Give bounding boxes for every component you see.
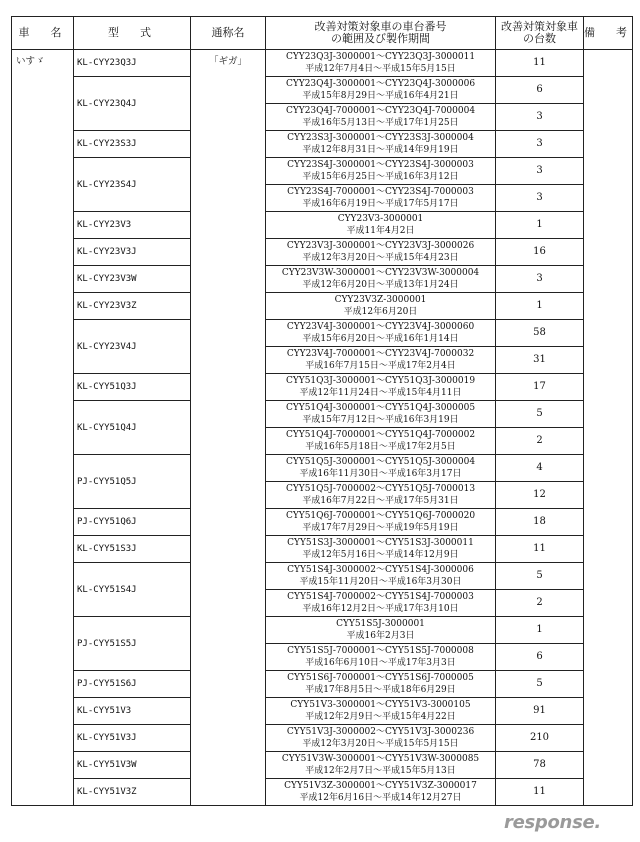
range-cell	[266, 509, 496, 536]
count-cell: 31	[496, 347, 584, 374]
range-cell	[266, 185, 496, 212]
chassis-range: CYY23V3J-3000001～CYY23V3J-3000026	[286, 241, 475, 251]
production-period: 平成12年5月16日～平成14年12月9日	[302, 550, 459, 560]
production-period: 平成15年6月20日～平成16年1月14日	[302, 334, 459, 344]
chassis-range: CYY23V3Z-3000001	[334, 295, 427, 305]
count-cell: 5	[496, 671, 584, 698]
model-cell: KL-CYY51V3	[74, 698, 191, 725]
range-cell	[266, 347, 496, 374]
production-period: 平成15年11月20日～平成16年3月30日	[299, 577, 462, 587]
production-period: 平成16年6月19日～平成17年5月17日	[302, 199, 459, 209]
model-cell: KL-CYY23Q3J	[74, 50, 191, 77]
chassis-range: CYY23Q4J-7000001～CYY23Q4J-7000004	[285, 106, 476, 116]
chassis-range: CYY51S4J-7000002～CYY51S4J-7000003	[287, 592, 474, 602]
count-cell: 3	[496, 266, 584, 293]
production-period: 平成15年7月12日～平成16年3月19日	[302, 415, 459, 425]
production-period: 平成16年6月10日～平成17年3月3日	[305, 658, 456, 668]
table-row	[12, 320, 633, 347]
chassis-range: CYY51S3J-3000001～CYY51S3J-3000011	[287, 538, 474, 548]
model-cell: KL-CYY23V3	[74, 212, 191, 239]
range-cell	[266, 320, 496, 347]
range-cell	[266, 293, 496, 320]
table-row	[12, 131, 633, 158]
range-cell	[266, 725, 496, 752]
production-period: 平成12年8月31日～平成14年9月19日	[302, 145, 459, 155]
chassis-range: CYY51V3-3000001～CYY51V3-3000105	[290, 700, 471, 710]
range-cell	[266, 752, 496, 779]
model-cell: KL-CYY51Q4J	[74, 401, 191, 455]
chassis-range: CYY23S3J-3000001～CYY23S3J-3000004	[287, 133, 474, 143]
chassis-range: CYY51Q5J-7000002～CYY51Q5J-7000013	[285, 484, 476, 494]
count-cell: 11	[496, 50, 584, 77]
chassis-range: CYY23S4J-3000001～CYY23S4J-3000003	[287, 160, 474, 170]
production-period: 平成16年5月13日～平成17年1月25日	[302, 118, 459, 128]
range-cell	[266, 536, 496, 563]
model-cell: KL-CYY51S3J	[74, 536, 191, 563]
count-cell: 3	[496, 131, 584, 158]
range-cell	[266, 239, 496, 266]
table-row	[12, 293, 633, 320]
production-period: 平成15年6月25日～平成16年3月12日	[302, 172, 459, 182]
range-cell	[266, 671, 496, 698]
table-row	[12, 779, 633, 806]
model-cell: KL-CYY51Q3J	[74, 374, 191, 401]
model-cell: KL-CYY51V3W	[74, 752, 191, 779]
production-period: 平成16年5月18日～平成17年2月5日	[305, 442, 456, 452]
chassis-range: CYY51V3Z-3000001～CYY51V3Z-3000017	[284, 781, 477, 791]
count-cell: 18	[496, 509, 584, 536]
remarks-cell	[584, 50, 633, 806]
table-row	[12, 77, 633, 104]
chassis-range: CYY51S5J-7000001～CYY51S5J-7000008	[287, 646, 474, 656]
production-period: 平成12年7月4日～平成15年5月15日	[305, 64, 456, 74]
model-cell: KL-CYY23V3J	[74, 239, 191, 266]
count-cell: 12	[496, 482, 584, 509]
count-cell: 210	[496, 725, 584, 752]
header-remarks: 備 考	[584, 17, 633, 50]
count-cell: 11	[496, 779, 584, 806]
model-cell: PJ-CYY51Q6J	[74, 509, 191, 536]
table-row	[12, 266, 633, 293]
count-cell: 1	[496, 617, 584, 644]
chassis-range: CYY23V3-3000001	[337, 214, 424, 224]
watermark-logo	[504, 812, 601, 833]
header-maker: 車 名	[12, 17, 74, 50]
production-period: 平成11年4月2日	[346, 226, 415, 236]
watermark-text: response.	[504, 812, 601, 833]
chassis-range: CYY23V4J-7000001～CYY23V4J-7000032	[286, 349, 475, 359]
table-row	[12, 239, 633, 266]
model-cell: PJ-CYY51Q5J	[74, 455, 191, 509]
header-model: 型 式	[74, 17, 191, 50]
header-range-line2: の範囲及び製作期間	[331, 32, 430, 45]
count-cell: 16	[496, 239, 584, 266]
chassis-range: CYY23Q4J-3000001～CYY23Q4J-3000006	[285, 79, 476, 89]
range-cell	[266, 104, 496, 131]
model-cell: KL-CYY51S4J	[74, 563, 191, 617]
range-cell	[266, 644, 496, 671]
count-cell: 2	[496, 590, 584, 617]
production-period: 平成12年6月16日～平成14年12月27日	[299, 793, 462, 803]
table-row	[12, 752, 633, 779]
range-cell	[266, 428, 496, 455]
count-cell: 4	[496, 455, 584, 482]
table-row	[12, 158, 633, 185]
production-period: 平成16年7月22日～平成17年5月31日	[302, 496, 459, 506]
count-cell: 3	[496, 104, 584, 131]
chassis-range: CYY23Q3J-3000001～CYY23Q3J-3000011	[285, 52, 476, 62]
production-period: 平成12年11月24日～平成15年4月11日	[299, 388, 462, 398]
chassis-range: CYY51S5J-3000001	[336, 619, 425, 629]
common-name-cell: 「ギガ」	[191, 50, 266, 806]
count-cell: 1	[496, 212, 584, 239]
range-cell	[266, 77, 496, 104]
range-cell	[266, 212, 496, 239]
table-row	[12, 401, 633, 428]
chassis-range: CYY23V3W-3000001～CYY23V3W-3000004	[281, 268, 480, 278]
table-row	[12, 671, 633, 698]
chassis-range: CYY51Q3J-3000001～CYY51Q3J-3000019	[285, 376, 476, 386]
range-cell	[266, 563, 496, 590]
chassis-range: CYY51S4J-3000002～CYY51S4J-3000006	[287, 565, 474, 575]
table-row	[12, 212, 633, 239]
header-row	[12, 17, 633, 50]
production-period: 平成17年7月29日～平成19年5月19日	[302, 523, 459, 533]
model-cell: KL-CYY23S3J	[74, 131, 191, 158]
count-cell: 3	[496, 185, 584, 212]
header-range	[266, 17, 496, 50]
chassis-range: CYY51Q4J-7000001～CYY51Q4J-7000002	[285, 430, 476, 440]
production-period: 平成12年6月20日～平成13年1月24日	[302, 280, 459, 290]
range-cell	[266, 617, 496, 644]
range-cell	[266, 779, 496, 806]
chassis-range: CYY51Q4J-3000001～CYY51Q4J-3000005	[285, 403, 476, 413]
model-cell: KL-CYY23V4J	[74, 320, 191, 374]
chassis-range: CYY23S4J-7000001～CYY23S4J-7000003	[287, 187, 474, 197]
production-period: 平成16年12月2日～平成17年3月10日	[302, 604, 459, 614]
maker-cell: いすゞ	[12, 50, 74, 806]
recall-table	[11, 16, 633, 806]
production-period: 平成16年2月3日	[346, 631, 415, 641]
model-cell: PJ-CYY51S6J	[74, 671, 191, 698]
table-row	[12, 725, 633, 752]
chassis-range: CYY51S6J-7000001～CYY51S6J-7000005	[287, 673, 474, 683]
range-cell	[266, 131, 496, 158]
production-period: 平成12年3月20日～平成15年5月15日	[302, 739, 459, 749]
production-period: 平成16年7月15日～平成17年2月4日	[305, 361, 456, 371]
production-period: 平成12年2月7日～平成15年5月13日	[305, 766, 456, 776]
production-period: 平成12年2月9日～平成15年4月22日	[305, 712, 456, 722]
header-range-line1: 改善対策対象車の車台番号	[314, 20, 447, 33]
count-cell: 1	[496, 293, 584, 320]
model-cell: KL-CYY51V3Z	[74, 779, 191, 806]
model-cell: PJ-CYY51S5J	[74, 617, 191, 671]
range-cell	[266, 401, 496, 428]
count-cell: 91	[496, 698, 584, 725]
table-row	[12, 455, 633, 482]
count-cell: 6	[496, 644, 584, 671]
chassis-range: CYY51V3W-3000001～CYY51V3W-3000085	[281, 754, 480, 764]
production-period: 平成12年6月20日	[343, 307, 418, 317]
count-cell: 6	[496, 77, 584, 104]
chassis-range: CYY23V4J-3000001～CYY23V4J-3000060	[286, 322, 475, 332]
table-row	[12, 374, 633, 401]
table-row	[12, 563, 633, 590]
chassis-range: CYY51Q5J-3000001～CYY51Q5J-3000004	[285, 457, 476, 467]
table-row	[12, 509, 633, 536]
model-cell: KL-CYY23Q4J	[74, 77, 191, 131]
production-period: 平成16年11月30日～平成16年3月17日	[299, 469, 462, 479]
chassis-range: CYY51Q6J-7000001～CYY51Q6J-7000020	[285, 511, 476, 521]
range-cell	[266, 266, 496, 293]
header-common-name: 通称名	[191, 17, 266, 50]
count-cell: 3	[496, 158, 584, 185]
count-cell: 5	[496, 401, 584, 428]
header-count-line2: の台数	[523, 32, 556, 45]
table-row	[12, 698, 633, 725]
chassis-range: CYY51V3J-3000002～CYY51V3J-3000236	[286, 727, 475, 737]
model-cell: KL-CYY23V3Z	[74, 293, 191, 320]
range-cell	[266, 482, 496, 509]
count-cell: 78	[496, 752, 584, 779]
range-cell	[266, 374, 496, 401]
model-cell: KL-CYY23S4J	[74, 158, 191, 212]
production-period: 平成17年8月5日～平成18年6月29日	[305, 685, 456, 695]
header-count-line1: 改善対策対象車	[501, 20, 578, 33]
range-cell	[266, 158, 496, 185]
header-count	[496, 17, 584, 50]
table-row	[12, 50, 633, 77]
count-cell: 5	[496, 563, 584, 590]
count-cell: 11	[496, 536, 584, 563]
count-cell: 17	[496, 374, 584, 401]
range-cell	[266, 590, 496, 617]
count-cell: 2	[496, 428, 584, 455]
range-cell	[266, 455, 496, 482]
range-cell	[266, 698, 496, 725]
table-row	[12, 536, 633, 563]
model-cell: KL-CYY51V3J	[74, 725, 191, 752]
range-cell	[266, 50, 496, 77]
model-cell: KL-CYY23V3W	[74, 266, 191, 293]
production-period: 平成15年8月29日～平成16年4月21日	[302, 91, 459, 101]
production-period: 平成12年3月20日～平成15年4月23日	[302, 253, 459, 263]
table-body	[12, 50, 633, 806]
table-row	[12, 617, 633, 644]
count-cell: 58	[496, 320, 584, 347]
